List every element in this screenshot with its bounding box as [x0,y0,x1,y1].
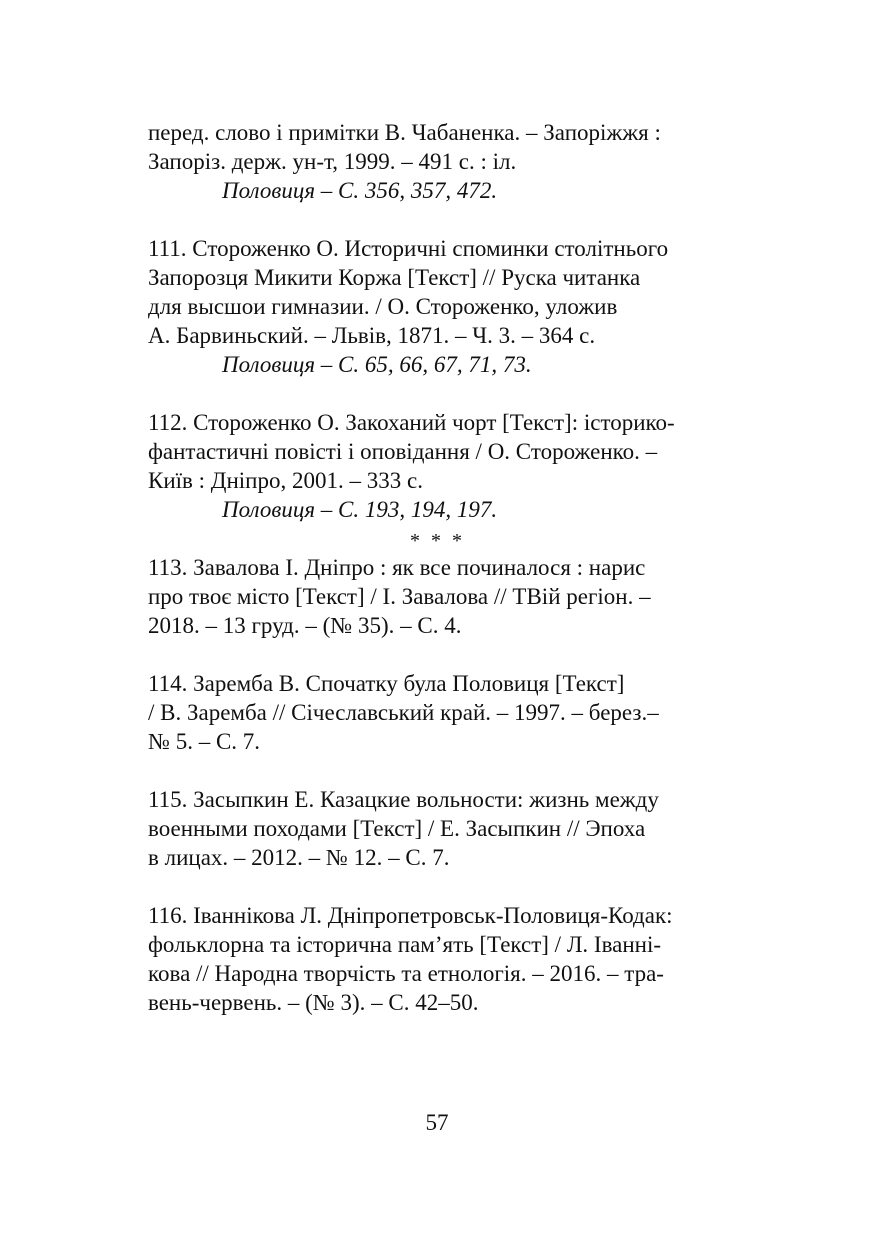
entry-line: Київ : Дніпро, 2001. – 333 с. [148,468,423,493]
entry-page-reference: Половиця – С. 193, 194, 197. [222,497,498,522]
entry-line: А. Барвиньский. – Львів, 1871. – Ч. 3. – 364 с. [148,323,596,348]
bibliography [148,118,727,1017]
entry-line: № 5. – С. 7. [148,729,261,754]
section-separator: * * * [410,530,465,552]
entry-line: для высшои гимназии. / О. Стороженко, уложив [148,294,618,319]
entry-line: про твоє місто [Текст] / І. Завалова // ТВій регіон. – [148,584,651,609]
entry-line: 111. Стороженко О. Историчні споминки столітнього [148,236,669,261]
entry-112 [148,408,727,524]
entry-line: вень-червень. – (№ 3). – С. 42–50. [148,990,479,1015]
entry-line: 2018. – 13 груд. – (№ 35). – С. 4. [148,613,462,638]
entry-line: 113. Завалова І. Дніпро : як все починалося : нарис [148,555,646,580]
entry-line: / В. Заремба // Січеславський край. – 1997. – берез.– [148,700,659,725]
entry-110-continued [148,118,727,205]
entry-line: военными походами [Текст] / Е. Засыпкин // Эпоха [148,816,646,841]
entry-line: 114. Заремба В. Спочатку була Половиця [Текст] [148,671,625,696]
entry-line: 112. Стороженко О. Закоханий чорт [Текст]: історико- [148,410,675,435]
entry-line: Запоріз. держ. ун-т, 1999. – 491 с. : іл. [148,149,517,174]
entry-line: 116. Іваннікова Л. Дніпропетровськ-Половиця-Кодак: [148,903,673,928]
entry-line: Запорозця Микити Коржа [Текст] // Руска читанка [148,265,641,290]
entry-line: 115. Засыпкин Е. Казацкие вольности: жизнь между [148,787,659,812]
entry-115 [148,785,727,872]
entry-111 [148,234,727,379]
entry-113 [148,553,727,640]
entry-116 [148,901,727,1017]
entry-line: в лицах. – 2012. – № 12. – С. 7. [148,845,450,870]
entry-line: фольклорна та історична пам’ять [Текст] / Л. Іванні- [148,932,662,957]
page-number: 57 [425,1110,449,1135]
entry-page-reference: Половиця – С. 356, 357, 472. [222,178,498,203]
entry-page-reference: Половиця – С. 65, 66, 67, 71, 73. [222,352,532,377]
entry-line: кова // Народна творчість та етнологія. – 2016. – тра- [148,961,664,986]
entry-line: фантастичні повісті і оповідання / О. Стороженко. – [148,439,658,464]
entry-114 [148,669,727,756]
entry-line: перед. слово і примітки В. Чабаненка. – Запоріжжя : [148,120,661,145]
